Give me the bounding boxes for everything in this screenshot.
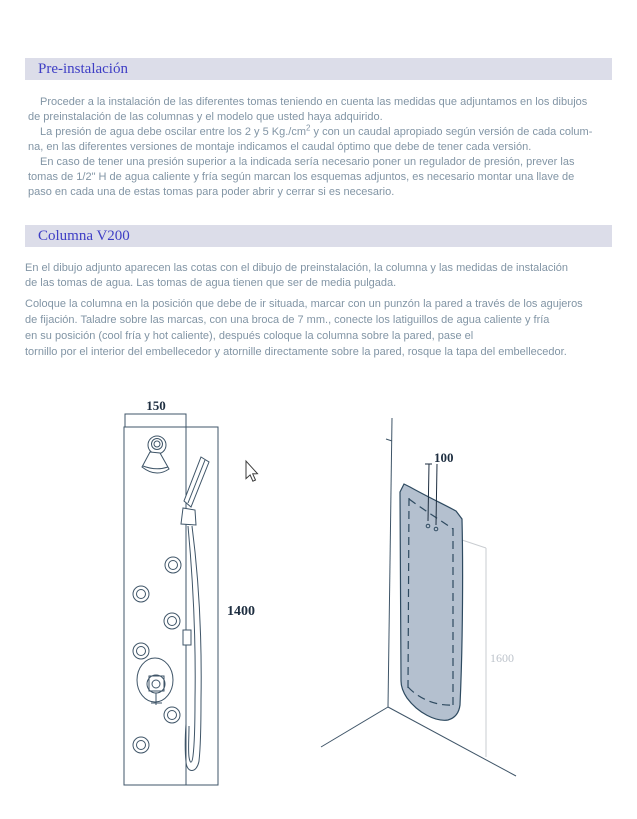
section-header-columna-v200	[25, 225, 612, 247]
front-height-dimension-label: 1400	[227, 604, 255, 619]
hole-spacing-dimension-label: 100	[434, 450, 454, 465]
section-header-preinstalacion	[25, 58, 612, 80]
paragraph-line: na, en las diferentes versiones de montaje indicamos el caudal óptimo que debe de tener cada versión.	[28, 141, 532, 153]
v200-steps-paragraph	[25, 296, 612, 360]
wand-holder	[181, 508, 196, 525]
paragraph-line: de preinstalación de las columnas y el modelo que usted haya adquirido.	[28, 111, 383, 123]
floor-edge-left	[321, 707, 388, 747]
width-dimension-bracket	[125, 414, 186, 427]
paragraph-line: en su posición (cool fría y hot caliente), después coloque la columna sobre la pared, pase el	[25, 330, 474, 342]
v200-intro-paragraph	[25, 261, 612, 291]
paragraph-line	[28, 125, 612, 140]
column-panel-outline	[124, 427, 218, 785]
mixer-valve	[137, 658, 173, 705]
preinstalacion-paragraphs	[28, 95, 612, 200]
paragraph-line: de las tomas de agua. Las tomas de agua tienen que ser de media pulgada.	[25, 277, 397, 289]
overhead-shower-head	[142, 436, 169, 473]
paragraph-line: En caso de tener una presión superior a la indicada sería necesario poner un regulador de presión, prever las	[40, 156, 575, 168]
superscript: 2	[306, 123, 311, 133]
section-title-columna-v200: Columna V200	[38, 228, 130, 244]
text-segment: y con un caudal apropiado según versión de cada colum-	[310, 126, 593, 138]
paragraph-line: tornillo por el interior del embellecedor y atornille directamente sobre la pared, rosque la tapa del embellecedor.	[25, 346, 567, 358]
paragraph-line: de fijación. Taladre sobre las marcas, con una broca de 7 mm., conecte los latiguillos de agua caliente y fría	[25, 314, 550, 326]
paragraph-line: Coloque la columna en la posición que debe de ir situada, marcar con un punzón la pared a través de los agujeros	[25, 298, 583, 310]
perspective-height-dimension-label: 1600	[490, 651, 514, 665]
wall-corner-edge	[388, 418, 392, 707]
paragraph-line: paso en cada una de estas tomas para poder abrir y cerrar si es necesario.	[28, 186, 395, 198]
paragraph-line: En el dibujo adjunto aparecen las cotas con el dibujo de preinstalación, la columna y las medidas de instalación	[25, 262, 569, 274]
height-dimension-line	[462, 540, 486, 757]
wall-corner-perspective-view	[321, 418, 516, 776]
paragraph-line: tomas de 1/2" H de agua caliente y fría según marcan los esquemas adjuntos, es necesario montar una llave de	[28, 171, 575, 183]
hose-clip	[183, 630, 191, 645]
installation-diagrams	[0, 380, 637, 819]
mouse-cursor-icon	[246, 461, 258, 481]
paragraph-line: Proceder a la instalación de las diferentes tomas teniendo en cuenta las medidas que adjuntamos en los dibujos	[40, 96, 588, 108]
body-jets	[133, 557, 181, 753]
hand-shower-wand	[181, 457, 209, 525]
front-width-dimension-label: 150	[146, 398, 166, 413]
section-title-preinstalacion: Pre-instalación	[38, 61, 128, 77]
column-front-view	[124, 414, 218, 785]
text-segment: La presión de agua debe oscilar entre los 2 y 5 Kg./cm	[40, 126, 306, 138]
